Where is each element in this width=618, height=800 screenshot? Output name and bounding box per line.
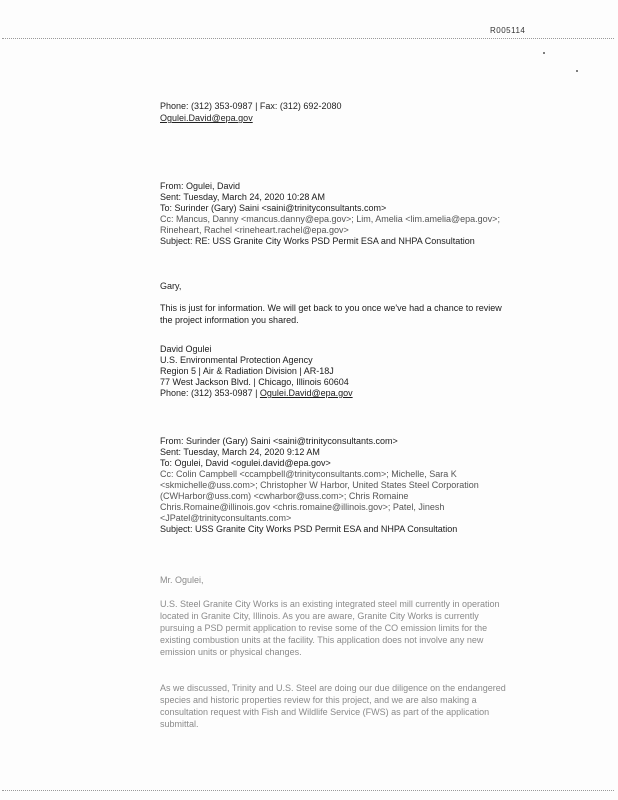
email1-greeting: Gary,: [160, 281, 182, 291]
sig-phone-row: [160, 388, 500, 399]
sig-region: Region 5 | Air & Radiation Division | AR-18J: [160, 366, 334, 376]
email2-sent: Sent: Tuesday, March 24, 2020 9:12 AM: [160, 447, 320, 457]
scan-speck: [543, 52, 545, 54]
email2-header: [160, 436, 500, 535]
email1-to: To: Surinder (Gary) Saini <saini@trinityconsultants.com>: [160, 203, 387, 213]
email2-subject: Subject: USS Granite City Works PSD Permit ESA and NHPA Consultation: [160, 524, 458, 534]
sig-address: 77 West Jackson Blvd. | Chicago, Illinois 60604: [160, 377, 349, 387]
email2-to: To: Ogulei, David <ogulei.david@epa.gov>: [160, 458, 331, 468]
email1-subject: Subject: RE: USS Granite City Works PSD Permit ESA and NHPA Consultation: [160, 236, 475, 246]
email2-cc-5: <JPatel@trinityconsultants.com>: [160, 513, 292, 523]
sig-phone: Phone: (312) 353-0987 |: [160, 388, 260, 398]
scan-speck: [576, 70, 578, 72]
email1-body: This is just for information. We will get back to you once we've had a chance to review the project information you shared.: [160, 303, 502, 325]
bates-number: R005114: [490, 26, 526, 35]
sig-agency: U.S. Environmental Protection Agency: [160, 355, 313, 365]
email2-cc-3: (CWHarbor@uss.com) <cwharbor@uss.com>; Chris Romaine: [160, 491, 409, 501]
bottom-scan-border: [2, 790, 614, 791]
email1-sent: Sent: Tuesday, March 24, 2020 10:28 AM: [160, 192, 325, 202]
top-phone-fax: Phone: (312) 353-0987 | Fax: (312) 692-2080: [160, 101, 342, 111]
email2-cc-2: <skmichelle@uss.com>; Christopher W Harbor, United States Steel Corporation: [160, 480, 479, 490]
email2-cc-1: Cc: Colin Campbell <ccampbell@trinityconsultants.com>; Michelle, Sara K: [160, 469, 457, 479]
email1-from: From: Ogulei, David: [160, 181, 241, 191]
email2-paragraph-1: U.S. Steel Granite City Works is an existing integrated steel mill currently in operation located in Granite City, Illinois. As you are aware, Granite City Works is currently pursuing a PSD permit application to revise some of the CO emission limits for the existing combustion units at the facility. This application does not involve any new emission units or physical changes.: [160, 599, 500, 657]
top-scan-border: [2, 38, 614, 39]
email1-header: [160, 181, 500, 247]
top-email-link[interactable]: Ogulei.David@epa.gov: [160, 113, 253, 123]
email1-cc-2: Rineheart, Rachel <rineheart.rachel@epa.gov>: [160, 225, 349, 235]
sig-name: David Ogulei: [160, 344, 212, 354]
email1-signature: [160, 344, 500, 399]
sig-email-link[interactable]: Ogulei.David@epa.gov: [259, 388, 353, 398]
email1-cc-1: Cc: Mancus, Danny <mancus.danny@epa.gov>; Lim, Amelia <lim.amelia@epa.gov>;: [160, 214, 500, 224]
email2-cc-4: Chris.Romaine@illinois.gov <chris.romaine@illinois.gov>; Patel, Jinesh: [160, 502, 445, 512]
email2-paragraph-2: As we discussed, Trinity and U.S. Steel are doing our due diligence on the endangered species and historic properties review for this project, and we are also making a consultation request with Fish and Wildlife Service (FWS) as part of the application submittal.: [160, 683, 506, 729]
email2-greeting: Mr. Ogulei,: [160, 575, 204, 585]
email2-from: From: Surinder (Gary) Saini <saini@trinityconsultants.com>: [160, 436, 398, 446]
